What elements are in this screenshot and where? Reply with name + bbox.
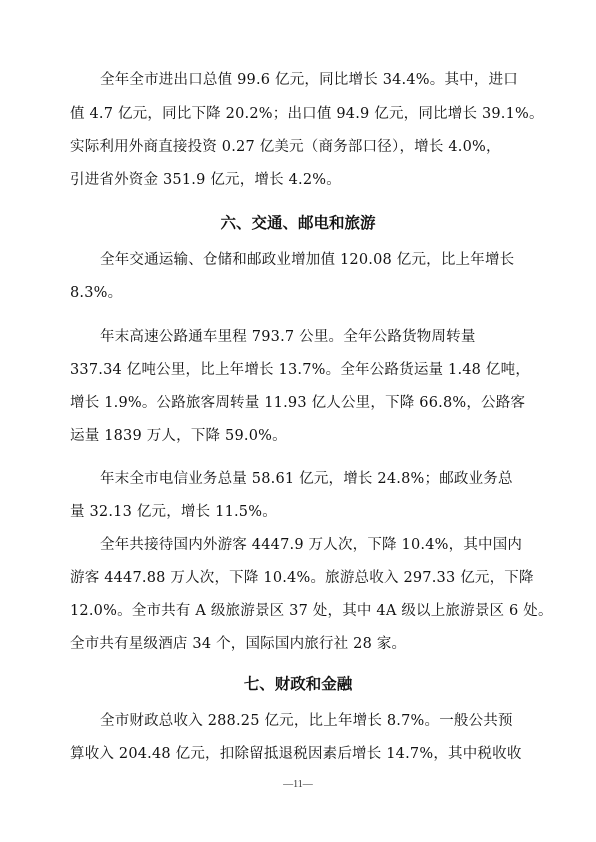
- paragraph-trade-line-2: 值 4.7 亿元，同比下降 20.2%；出口值 94.9 亿元，同比增长 39.1%。: [70, 106, 544, 122]
- paragraph-trade-line-1: 全年全市进出口总值 99.6 亿元，同比增长 34.4%。其中，进口: [100, 72, 518, 88]
- paragraph-tourism-line-4: 全市共有星级酒店 34 个，国际国内旅行社 28 家。: [70, 636, 407, 652]
- paragraph-tourism-line-2: 游客 4447.88 万人次，下降 10.4%。旅游总收入 297.33 亿元，下降: [70, 570, 534, 586]
- paragraph-tourism-line-1: 全年共接待国内外游客 4447.9 万人次，下降 10.4%，其中国内: [100, 537, 523, 553]
- paragraph-finance-line-1: 全市财政总收入 288.25 亿元，比上年增长 8.7%。一般公共预: [100, 713, 513, 729]
- paragraph-highway-line-4: 运量 1839 万人，下降 59.0%。: [70, 428, 287, 444]
- paragraph-finance-line-2: 算收入 204.48 亿元，扣除留抵退税因素后增长 14.7%，其中税收收: [70, 746, 522, 762]
- section-heading-finance: 七、财政和金融: [243, 675, 353, 693]
- paragraph-telecom-line-2: 量 32.13 亿元，增长 11.5%。: [70, 504, 277, 520]
- paragraph-highway-line-3: 增长 1.9%。公路旅客周转量 11.93 亿人公里，下降 66.8%，公路客: [70, 395, 526, 411]
- paragraph-transport-line-2: 8.3%。: [70, 285, 123, 301]
- paragraph-highway-line-2: 337.34 亿吨公里，比上年增长 13.7%。全年公路货运量 1.48 亿吨，: [70, 362, 531, 378]
- paragraph-transport-line-1: 全年交通运输、仓储和邮政业增加值 120.08 亿元，比上年增长: [100, 252, 515, 268]
- section-heading-transport: 六、交通、邮电和旅游: [220, 214, 376, 232]
- paragraph-tourism-line-3: 12.0%。全市共有 A 级旅游景区 37 处，其中 4A 级以上旅游景区 6 处。: [70, 603, 553, 619]
- paragraph-highway-line-1: 年末高速公路通车里程 793.7 公里。全年公路货物周转量: [100, 329, 476, 345]
- page-number: —11—: [283, 779, 313, 790]
- paragraph-trade-line-4: 引进省外资金 351.9 亿元，增长 4.2%。: [70, 172, 341, 188]
- paragraph-trade-line-3: 实际利用外商直接投资 0.27 亿美元（商务部口径），增长 4.0%，: [70, 139, 501, 155]
- paragraph-telecom-line-1: 年末全市电信业务总量 58.61 亿元，增长 24.8%；邮政业务总: [100, 471, 513, 487]
